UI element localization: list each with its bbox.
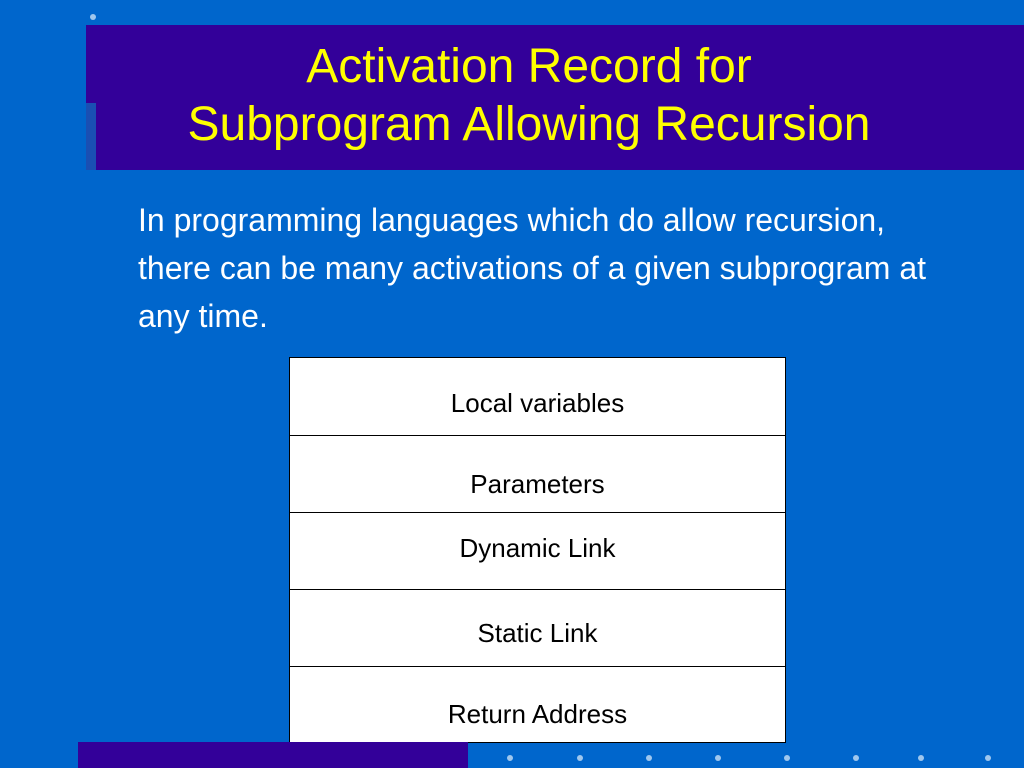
slide-title-line-2: Subprogram Allowing Recursion <box>187 98 871 151</box>
decorative-dot <box>715 755 721 761</box>
decorative-dot <box>918 755 924 761</box>
record-row-static-link: Static Link <box>477 618 598 648</box>
record-row-divider <box>290 435 785 436</box>
footer-band <box>78 742 468 768</box>
decorative-dot <box>577 755 583 761</box>
record-row-divider <box>290 666 785 667</box>
record-row-dynamic-link: Dynamic Link <box>459 533 616 563</box>
slide-body-text: In programming languages which do allow recursion, there can be many activations of a given subprogram at any time. <box>138 202 926 334</box>
activation-record-table <box>289 357 786 743</box>
record-row-divider <box>290 589 785 590</box>
decorative-dot <box>853 755 859 761</box>
decorative-dot <box>985 755 991 761</box>
record-row-local-variables: Local variables <box>450 388 625 418</box>
record-row-return-address: Return Address <box>447 699 628 729</box>
decorative-dot <box>507 755 513 761</box>
slide-title <box>86 38 972 154</box>
slide-title-line-1: Activation Record for <box>306 40 752 93</box>
record-row-parameters: Parameters <box>470 469 605 499</box>
decorative-dot <box>90 14 96 20</box>
decorative-dot <box>646 755 652 761</box>
record-row-divider <box>290 512 785 513</box>
decorative-dot <box>784 755 790 761</box>
